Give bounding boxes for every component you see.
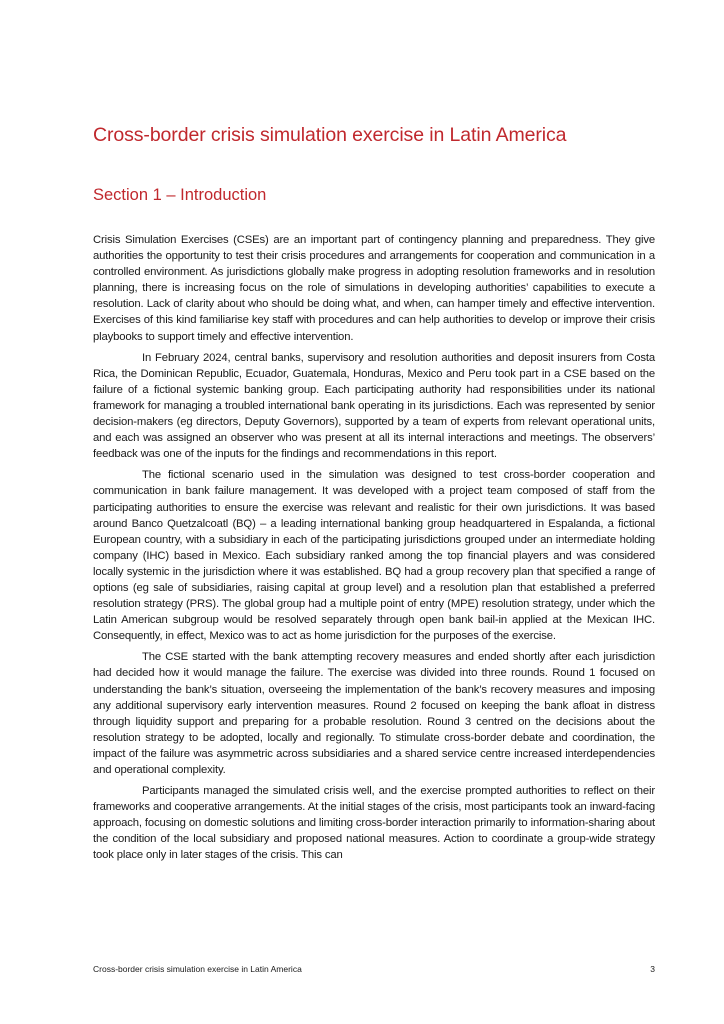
page-number: 3 [650, 964, 655, 974]
section-heading: Section 1 – Introduction [93, 186, 267, 204]
paragraph: In February 2024, central banks, supervisory and resolution authorities and deposit insurers from Costa Rica, the Dominican Republic, Ecuador, Guatemala, Honduras, Mexico and Peru took part in a CSE based on the failure of a fictional systemic banking group. Each participating authority had responsibilities under its national framework for managing a troubled international bank operating in its jurisdictions. Each was represented by senior decision-makers (eg directors, Deputy Governors), supported by a team of experts from relevant operational units, and each was assigned an observer who was present at all its internal interactions and meetings. The observers’ feedback was one of the inputs for the findings and recommendations in this report. [93, 351, 655, 461]
page-footer [93, 964, 655, 978]
document-page [93, 0, 655, 1024]
document-title: Cross-border crisis simulation exercise in Latin America [93, 124, 567, 146]
paragraph: Crisis Simulation Exercises (CSEs) are an important part of contingency planning and preparedness. They give authorities the opportunity to test their crisis procedures and arrangements for cooperation and communication in a controlled environment. As jurisdictions globally make progress in adopting resolution frameworks and in resolution planning, there is increasing focus on the role of simulations in developing authorities’ capabilities to execute a resolution. Lack of clarity about who should be doing what, and when, can hamper timely and effective intervention. Exercises of this kind familiarise key staff with procedures and can help authorities to develop or improve their crisis playbooks to support timely and effective intervention. [93, 234, 655, 343]
body-text [93, 232, 655, 869]
paragraph: Participants managed the simulated crisis well, and the exercise prompted authorities to reflect on their frameworks and cooperative arrangements. At the initial stages of the crisis, most participants took an inward-facing approach, focusing on domestic solutions and limiting cross-border interaction primarily to information-sharing about the condition of the local subsidiary and proposed national measures. Action to coordinate a group-wide strategy took place only in later stages of the crisis. This can [93, 785, 655, 862]
paragraph: The CSE started with the bank attempting recovery measures and ended shortly after each jurisdiction had decided how it would manage the failure. The exercise was divided into three rounds. Round 1 focused on understanding the bank’s situation, overseeing the implementation of the bank’s recovery measures and imposing any additional supervisory early intervention measures. Round 2 focused on keeping the bank afloat in distress through liquidity support and preparing for a probable resolution. Round 3 centred on the decisions about the resolution strategy to be adopted, locally and regionally. To stimulate cross-border debate and coordination, the impact of the failure was asymmetric across subsidiaries and a shared service centre increased interdependencies and operational complexity. [93, 651, 655, 776]
footer-title: Cross-border crisis simulation exercise in Latin America [93, 964, 302, 974]
paragraph: The fictional scenario used in the simulation was designed to test cross-border cooperation and communication in bank failure management. It was developed with a project team composed of staff from the participating authorities to ensure the exercise was relevant and realistic for their own jurisdictions. It was based around Banco Quetzalcoatl (BQ) – a leading international banking group headquartered in Espalanda, a fictional European country, with a subsidiary in each of the participating jurisdictions grouped under an intermediate holding company (IHC) based in Mexico. Each subsidiary ranked among the top financial players and was considered locally systemic in the jurisdiction where it was established. BQ had a group recovery plan that specified a range of options (eg sale of subsidiaries, raising capital at group level) and a resolution plan that established a preferred resolution strategy (PRS). The global group had a multiple point of entry (MPE) resolution strategy, under which the Latin American subgroup would be resolved separately through open bank bail-in applied at the Mexican IHC. Consequently, in effect, Mexico was to act as home jurisdiction for the purposes of the exercise. [93, 469, 655, 643]
